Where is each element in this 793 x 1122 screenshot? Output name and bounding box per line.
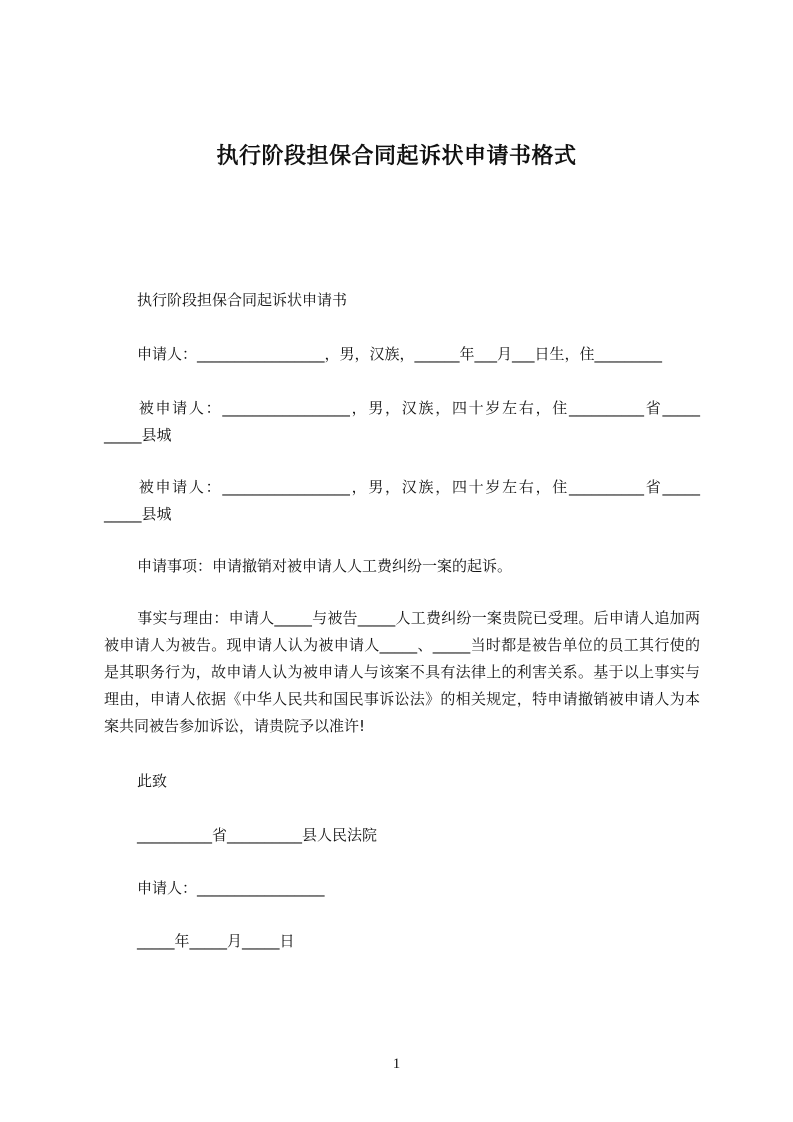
facts-text: 事实与理由：申请人_____与被告_____人工费纠纷一案贵院已受理。后申请人追加两被申请人为被告。现申请人认为被申请人_____、_____当时都是被告单位的员工其行使的是其职务行为，故申请人认为被申请人与该案不具有法律上的利害关系。基于以上事实与理由，申请人依据《中华人民共和国民事诉讼法》的相关规定，特申请撤销被申请人为本案共同被告参加诉讼，请贵院予以准许! <box>104 609 700 735</box>
respondent-1-text: 被申请人：_________________，男，汉族，四十岁左右，住__________省_____ _____县城 <box>104 399 700 444</box>
document-title: 执行阶段担保合同起诉状申请书格式 <box>216 144 577 169</box>
court-line: __________省__________县人民法院 <box>137 826 378 844</box>
salutation: 此致 <box>137 772 168 790</box>
page-number: 1 <box>392 1056 401 1072</box>
matters-line: 申请事项：申请撤销对被申请人人工费纠纷一案的起诉。 <box>137 557 513 575</box>
date-line: _____年_____月_____日 <box>137 932 295 950</box>
respondent-paragraph-1 <box>104 395 700 449</box>
signature-line: 申请人：_________________ <box>137 879 325 897</box>
applicant-line: 申请人：_________________，男，汉族，______年___月___日生，住_________ <box>137 345 663 363</box>
document-heading: 执行阶段担保合同起诉状申请书 <box>137 291 348 309</box>
respondent-paragraph-2 <box>104 474 700 528</box>
respondent-2-text: 被申请人：_________________，男，汉族，四十岁左右，住__________省_____ _____县城 <box>104 478 700 523</box>
facts-paragraph <box>104 605 700 740</box>
